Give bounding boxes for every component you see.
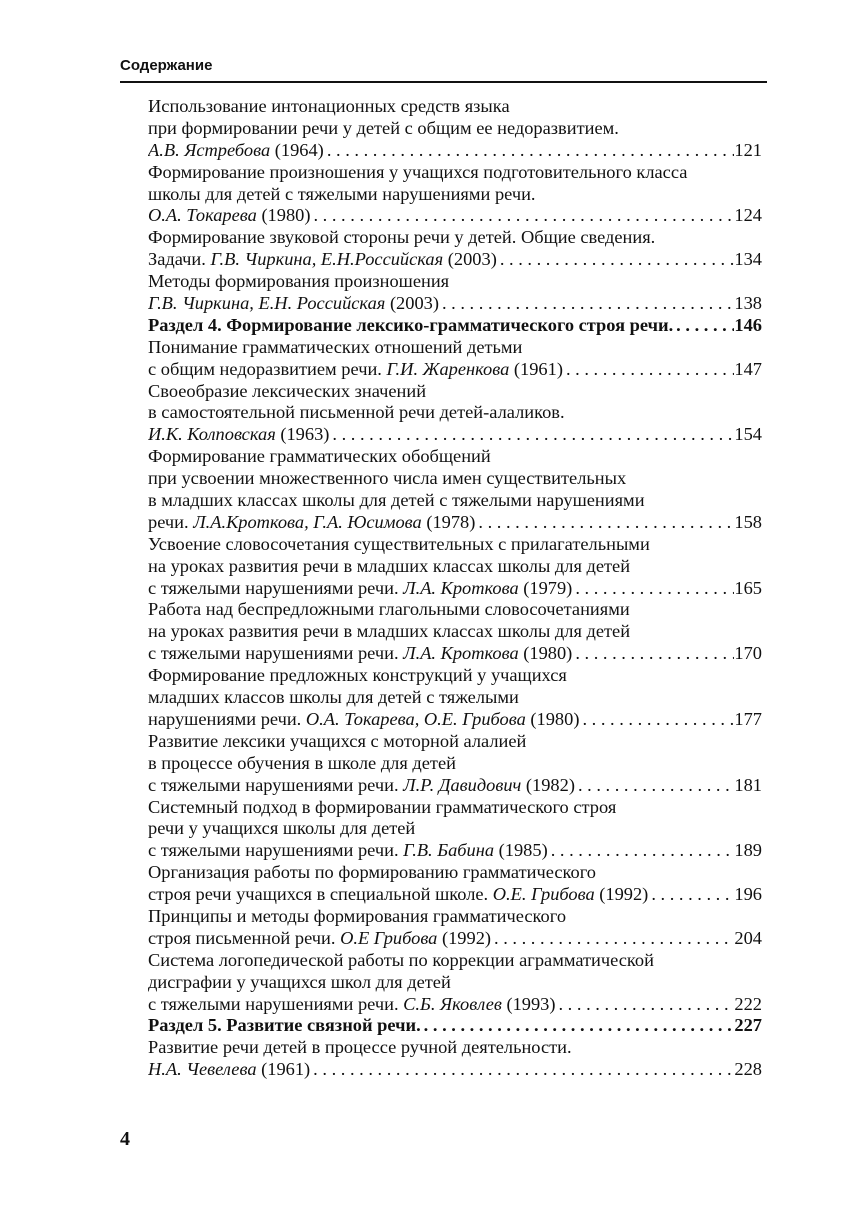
toc-entry <box>148 381 762 447</box>
year: (1985) <box>498 840 548 861</box>
year: (1992) <box>441 927 492 948</box>
author: Г.И. Жаренкова <box>386 358 510 379</box>
author: Л.Р. Давидович <box>403 774 522 795</box>
author: Л.А. Кроткова <box>403 577 519 598</box>
page-ref: 181 <box>734 774 762 795</box>
author: О.А. Токарева <box>148 205 257 226</box>
author: Г.В. Чиркина, Е.Н.Российская <box>210 249 444 270</box>
entry-title-line: Система логопедической работы по коррекции аграмматической <box>148 949 654 970</box>
page-ref: 165 <box>734 577 762 598</box>
section-title: Раздел 4. Формирование лексико-грамматического строя речи. <box>148 314 674 335</box>
page-ref: 222 <box>734 993 762 1014</box>
entry-title-tail: с тяжелыми нарушениями речи. <box>148 577 404 598</box>
entry-title-tail: нарушениями речи. <box>148 708 306 729</box>
entry-title-line: Понимание грамматических отношений детьми <box>148 336 523 357</box>
year: (1961) <box>513 358 563 379</box>
page-ref: 158 <box>734 511 762 532</box>
entry-title-line: школы для детей с тяжелыми нарушениями речи. <box>148 183 536 204</box>
author: И.К. Колповская <box>148 424 276 445</box>
toc-entry <box>148 665 762 731</box>
entry-title-line: Своеобразие лексических значений <box>148 380 427 401</box>
author: Л.А. Кроткова <box>403 643 519 664</box>
dot-leader <box>579 709 734 731</box>
toc-entry <box>148 950 762 1016</box>
year: (1982) <box>525 774 575 795</box>
toc-entry <box>148 96 762 162</box>
toc-entry <box>148 797 762 863</box>
toc-entry <box>148 1037 762 1081</box>
entry-title-tail: с общим недоразвитием речи. <box>148 358 387 379</box>
dot-leader <box>329 424 734 446</box>
year: (1979) <box>523 577 573 598</box>
page-ref: 227 <box>734 1015 762 1036</box>
toc-section <box>148 315 762 337</box>
dot-leader <box>572 578 734 600</box>
entry-title-tail: с тяжелыми нарушениями речи. <box>148 643 404 664</box>
toc-entry <box>148 862 762 906</box>
author: А.В. Ястребова <box>148 139 271 160</box>
entry-title-line: в самостоятельной письменной речи детей-алаликов. <box>148 402 565 423</box>
year: (2003) <box>447 249 497 270</box>
dot-leader <box>648 884 734 906</box>
year: (1980) <box>261 205 311 226</box>
page-ref: 146 <box>734 314 762 335</box>
entry-title-line: младших классов школы для детей с тяжелыми <box>148 687 519 708</box>
page-ref: 228 <box>734 1059 762 1080</box>
year: (1963) <box>280 424 330 445</box>
dot-leader <box>673 315 734 337</box>
entry-title-tail: Задачи. <box>148 249 211 270</box>
page-number: 4 <box>120 1128 130 1150</box>
year: (1992) <box>599 884 649 905</box>
year: (1993) <box>506 993 556 1014</box>
entry-title-line: при формировании речи у детей с общим ее недоразвитием. <box>148 117 619 138</box>
dot-leader <box>324 140 735 162</box>
section-title: Раздел 5. Развитие связной речи. <box>148 1015 421 1036</box>
dot-leader <box>439 293 734 315</box>
dot-leader <box>563 359 734 381</box>
author: С.Б. Яковлев <box>403 993 502 1014</box>
dot-leader <box>310 205 734 227</box>
entry-title-line: Развитие лексики учащихся с моторной алалией <box>148 730 527 751</box>
entry-title-line: дисграфии у учащихся школ для детей <box>148 971 451 992</box>
header-rule <box>120 81 767 83</box>
author: О.Е. Грибова <box>492 884 595 905</box>
entry-title-line: на уроках развития речи в младших классах школы для детей <box>148 555 631 576</box>
author: О.Е Грибова <box>340 927 438 948</box>
dot-leader <box>491 928 734 950</box>
toc-entry <box>148 227 762 271</box>
page-ref: 154 <box>734 424 762 445</box>
entry-title-line: Формирование грамматических обобщений <box>148 446 491 467</box>
entry-title-tail: речи. <box>148 511 194 532</box>
year: (1980) <box>523 643 573 664</box>
page-ref: 177 <box>734 708 762 729</box>
dot-leader <box>421 1015 735 1037</box>
entry-title-tail: с тяжелыми нарушениями речи. <box>148 993 404 1014</box>
entry-title-line: Формирование предложных конструкций у учащихся <box>148 665 567 686</box>
toc-section <box>148 1015 762 1037</box>
entry-title-line: Развитие речи детей в процессе ручной деятельности. <box>148 1037 572 1058</box>
running-header: Содержание <box>120 57 213 74</box>
entry-title-line: Использование интонационных средств языка <box>148 96 510 116</box>
dot-leader <box>572 643 734 665</box>
year: (1980) <box>530 708 580 729</box>
toc-entry <box>148 906 762 950</box>
page-ref: 134 <box>734 249 762 270</box>
entry-title-line: Формирование звуковой стороны речи у детей. Общие сведения. <box>148 227 656 248</box>
author: Л.А.Кроткова, Г.А. Юсимова <box>193 511 422 532</box>
entry-title-line: в младших классах школы для детей с тяжелыми нарушениями <box>148 490 645 511</box>
page-ref: 138 <box>734 293 762 314</box>
year: (1961) <box>261 1059 311 1080</box>
entry-title-line: в процессе обучения в школе для детей <box>148 752 456 773</box>
dot-leader <box>555 994 734 1016</box>
page-ref: 147 <box>734 358 762 379</box>
author: Г.В. Чиркина, Е.Н. Российская <box>148 293 386 314</box>
page-ref: 121 <box>734 139 762 160</box>
entry-title-line: Принципы и методы формирования грамматического <box>148 905 567 926</box>
page-ref: 204 <box>734 927 762 948</box>
toc-entry <box>148 731 762 797</box>
dot-leader <box>548 840 735 862</box>
toc-entry <box>148 162 762 228</box>
table-of-contents <box>148 96 762 1081</box>
page-ref: 170 <box>734 643 762 664</box>
entry-title-line: на уроках развития речи в младших классах школы для детей <box>148 621 631 642</box>
entry-title-tail: строя письменной речи. <box>148 927 341 948</box>
entry-title-tail: с тяжелыми нарушениями речи. <box>148 774 404 795</box>
entry-title-line: Методы формирования произношения <box>148 271 450 292</box>
toc-entry <box>148 271 762 315</box>
year: (1978) <box>426 511 476 532</box>
entry-title-tail: строя речи учащихся в специальной школе. <box>148 884 493 905</box>
page-ref: 196 <box>734 884 762 905</box>
dot-leader <box>497 249 735 271</box>
dot-leader <box>475 512 734 534</box>
year: (1964) <box>274 139 324 160</box>
author: О.А. Токарева, О.Е. Грибова <box>305 708 526 729</box>
toc-entry <box>148 534 762 600</box>
toc-entry <box>148 337 762 381</box>
entry-title-tail: с тяжелыми нарушениями речи. <box>148 840 404 861</box>
page-ref: 124 <box>734 205 762 226</box>
year: (2003) <box>389 293 439 314</box>
entry-title-line: Усвоение словосочетания существительных с прилагательными <box>148 533 650 554</box>
entry-title-line: речи у учащихся школы для детей <box>148 818 416 839</box>
entry-title-line: Работа над беспредложными глагольными словосочетаниями <box>148 599 630 620</box>
dot-leader <box>310 1059 734 1081</box>
entry-title-line: Формирование произношения у учащихся подготовительного класса <box>148 161 688 182</box>
entry-title-line: при усвоении множественного числа имен существительных <box>148 468 627 489</box>
toc-entry <box>148 599 762 665</box>
author: Н.А. Чевелева <box>148 1059 257 1080</box>
author: Г.В. Бабина <box>403 840 495 861</box>
entry-title-line: Организация работы по формированию грамматического <box>148 862 596 883</box>
page-ref: 189 <box>734 840 762 861</box>
toc-entry <box>148 446 762 534</box>
entry-title-line: Системный подход в формировании грамматического строя <box>148 796 617 817</box>
dot-leader <box>575 775 734 797</box>
